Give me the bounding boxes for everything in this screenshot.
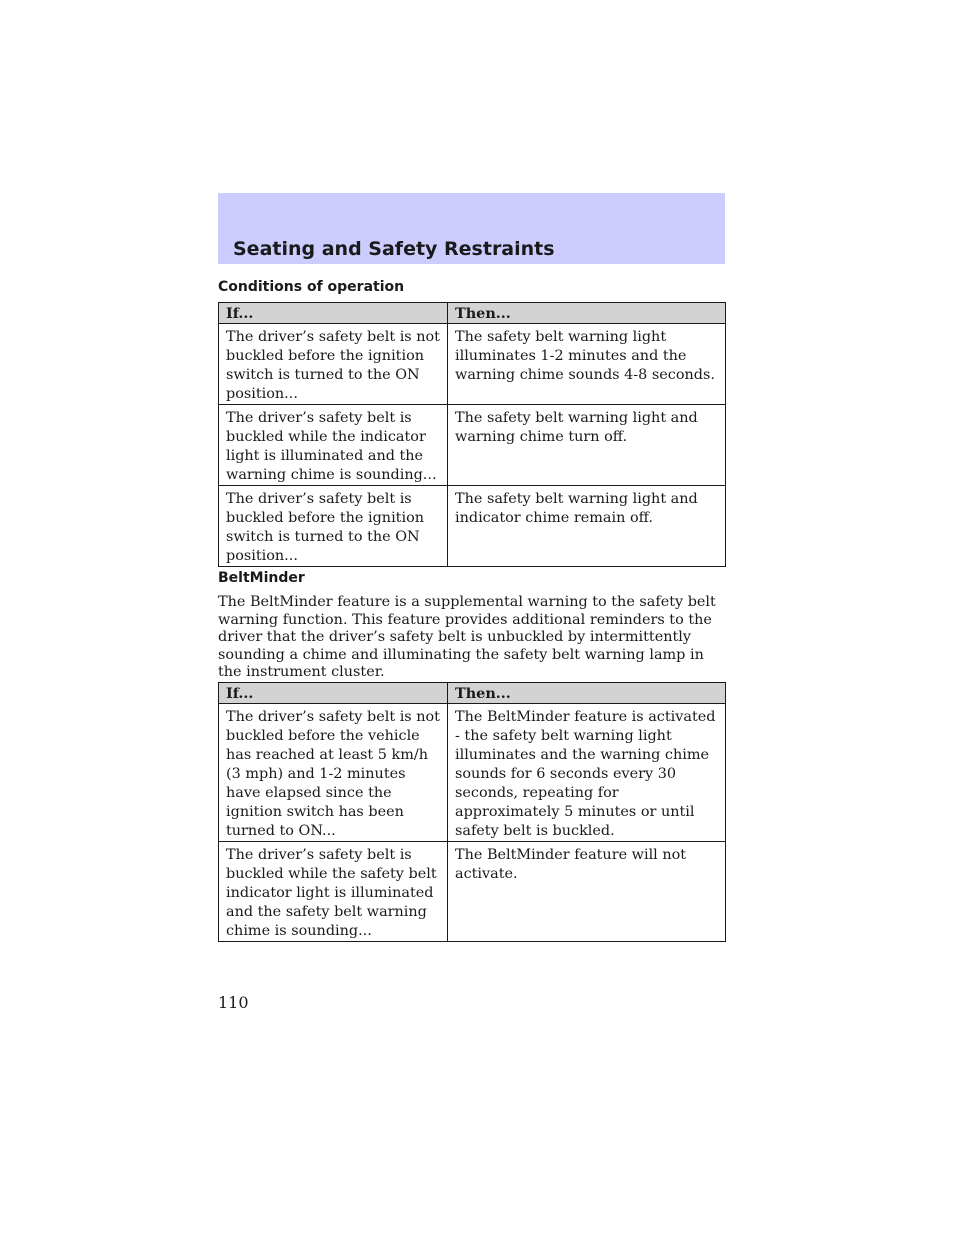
beltminder-description: The BeltMinder feature is a supplemental warning to the safety belt warning function. This feature provides additional reminders to the driver that the driver’s safety belt is unbuckled by intermittently sounding a chime and illuminating the safety belt warning lamp in the instrument cluster. xyxy=(218,594,716,680)
column-header-if: If... xyxy=(219,303,448,324)
table-header-row xyxy=(219,683,726,704)
result-cell: The safety belt warning light illuminates 1-2 minutes and the warning chime sounds 4-8 seconds. xyxy=(448,324,726,405)
table-row xyxy=(219,324,726,405)
table-header-row xyxy=(219,303,726,324)
column-header-then: Then... xyxy=(448,683,726,704)
result-cell: The BeltMinder feature is activated - the safety belt warning light illuminates and the warning chime sounds for 6 seconds every 30 seconds, repeating for approximately 5 minutes or until safety belt is buckled. xyxy=(448,704,726,842)
conditions-heading: Conditions of operation xyxy=(218,279,405,295)
page-number: 110 xyxy=(218,993,249,1012)
table-row xyxy=(219,405,726,486)
result-cell: The safety belt warning light and warning chime turn off. xyxy=(448,405,726,486)
beltminder-table xyxy=(218,682,726,942)
column-header-then: Then... xyxy=(448,303,726,324)
result-cell: The BeltMinder feature will not activate. xyxy=(448,842,726,942)
condition-cell: The driver’s safety belt is not buckled before the ignition switch is turned to the ON position... xyxy=(219,324,448,405)
condition-cell: The driver’s safety belt is buckled before the ignition switch is turned to the ON position... xyxy=(219,486,448,567)
beltminder-heading: BeltMinder xyxy=(218,570,305,586)
conditions-table xyxy=(218,302,726,567)
condition-cell: The driver’s safety belt is not buckled before the vehicle has reached at least 5 km/h (3 mph) and 1-2 minutes have elapsed since the ignition switch has been turned to ON... xyxy=(219,704,448,842)
table-row xyxy=(219,486,726,567)
section-title: Seating and Safety Restraints xyxy=(233,238,555,260)
result-cell: The safety belt warning light and indicator chime remain off. xyxy=(448,486,726,567)
table-row xyxy=(219,704,726,842)
condition-cell: The driver’s safety belt is buckled while the indicator light is illuminated and the warning chime is sounding... xyxy=(219,405,448,486)
table-row xyxy=(219,842,726,942)
condition-cell: The driver’s safety belt is buckled while the safety belt indicator light is illuminated and the safety belt warning chime is sounding... xyxy=(219,842,448,942)
column-header-if: If... xyxy=(219,683,448,704)
